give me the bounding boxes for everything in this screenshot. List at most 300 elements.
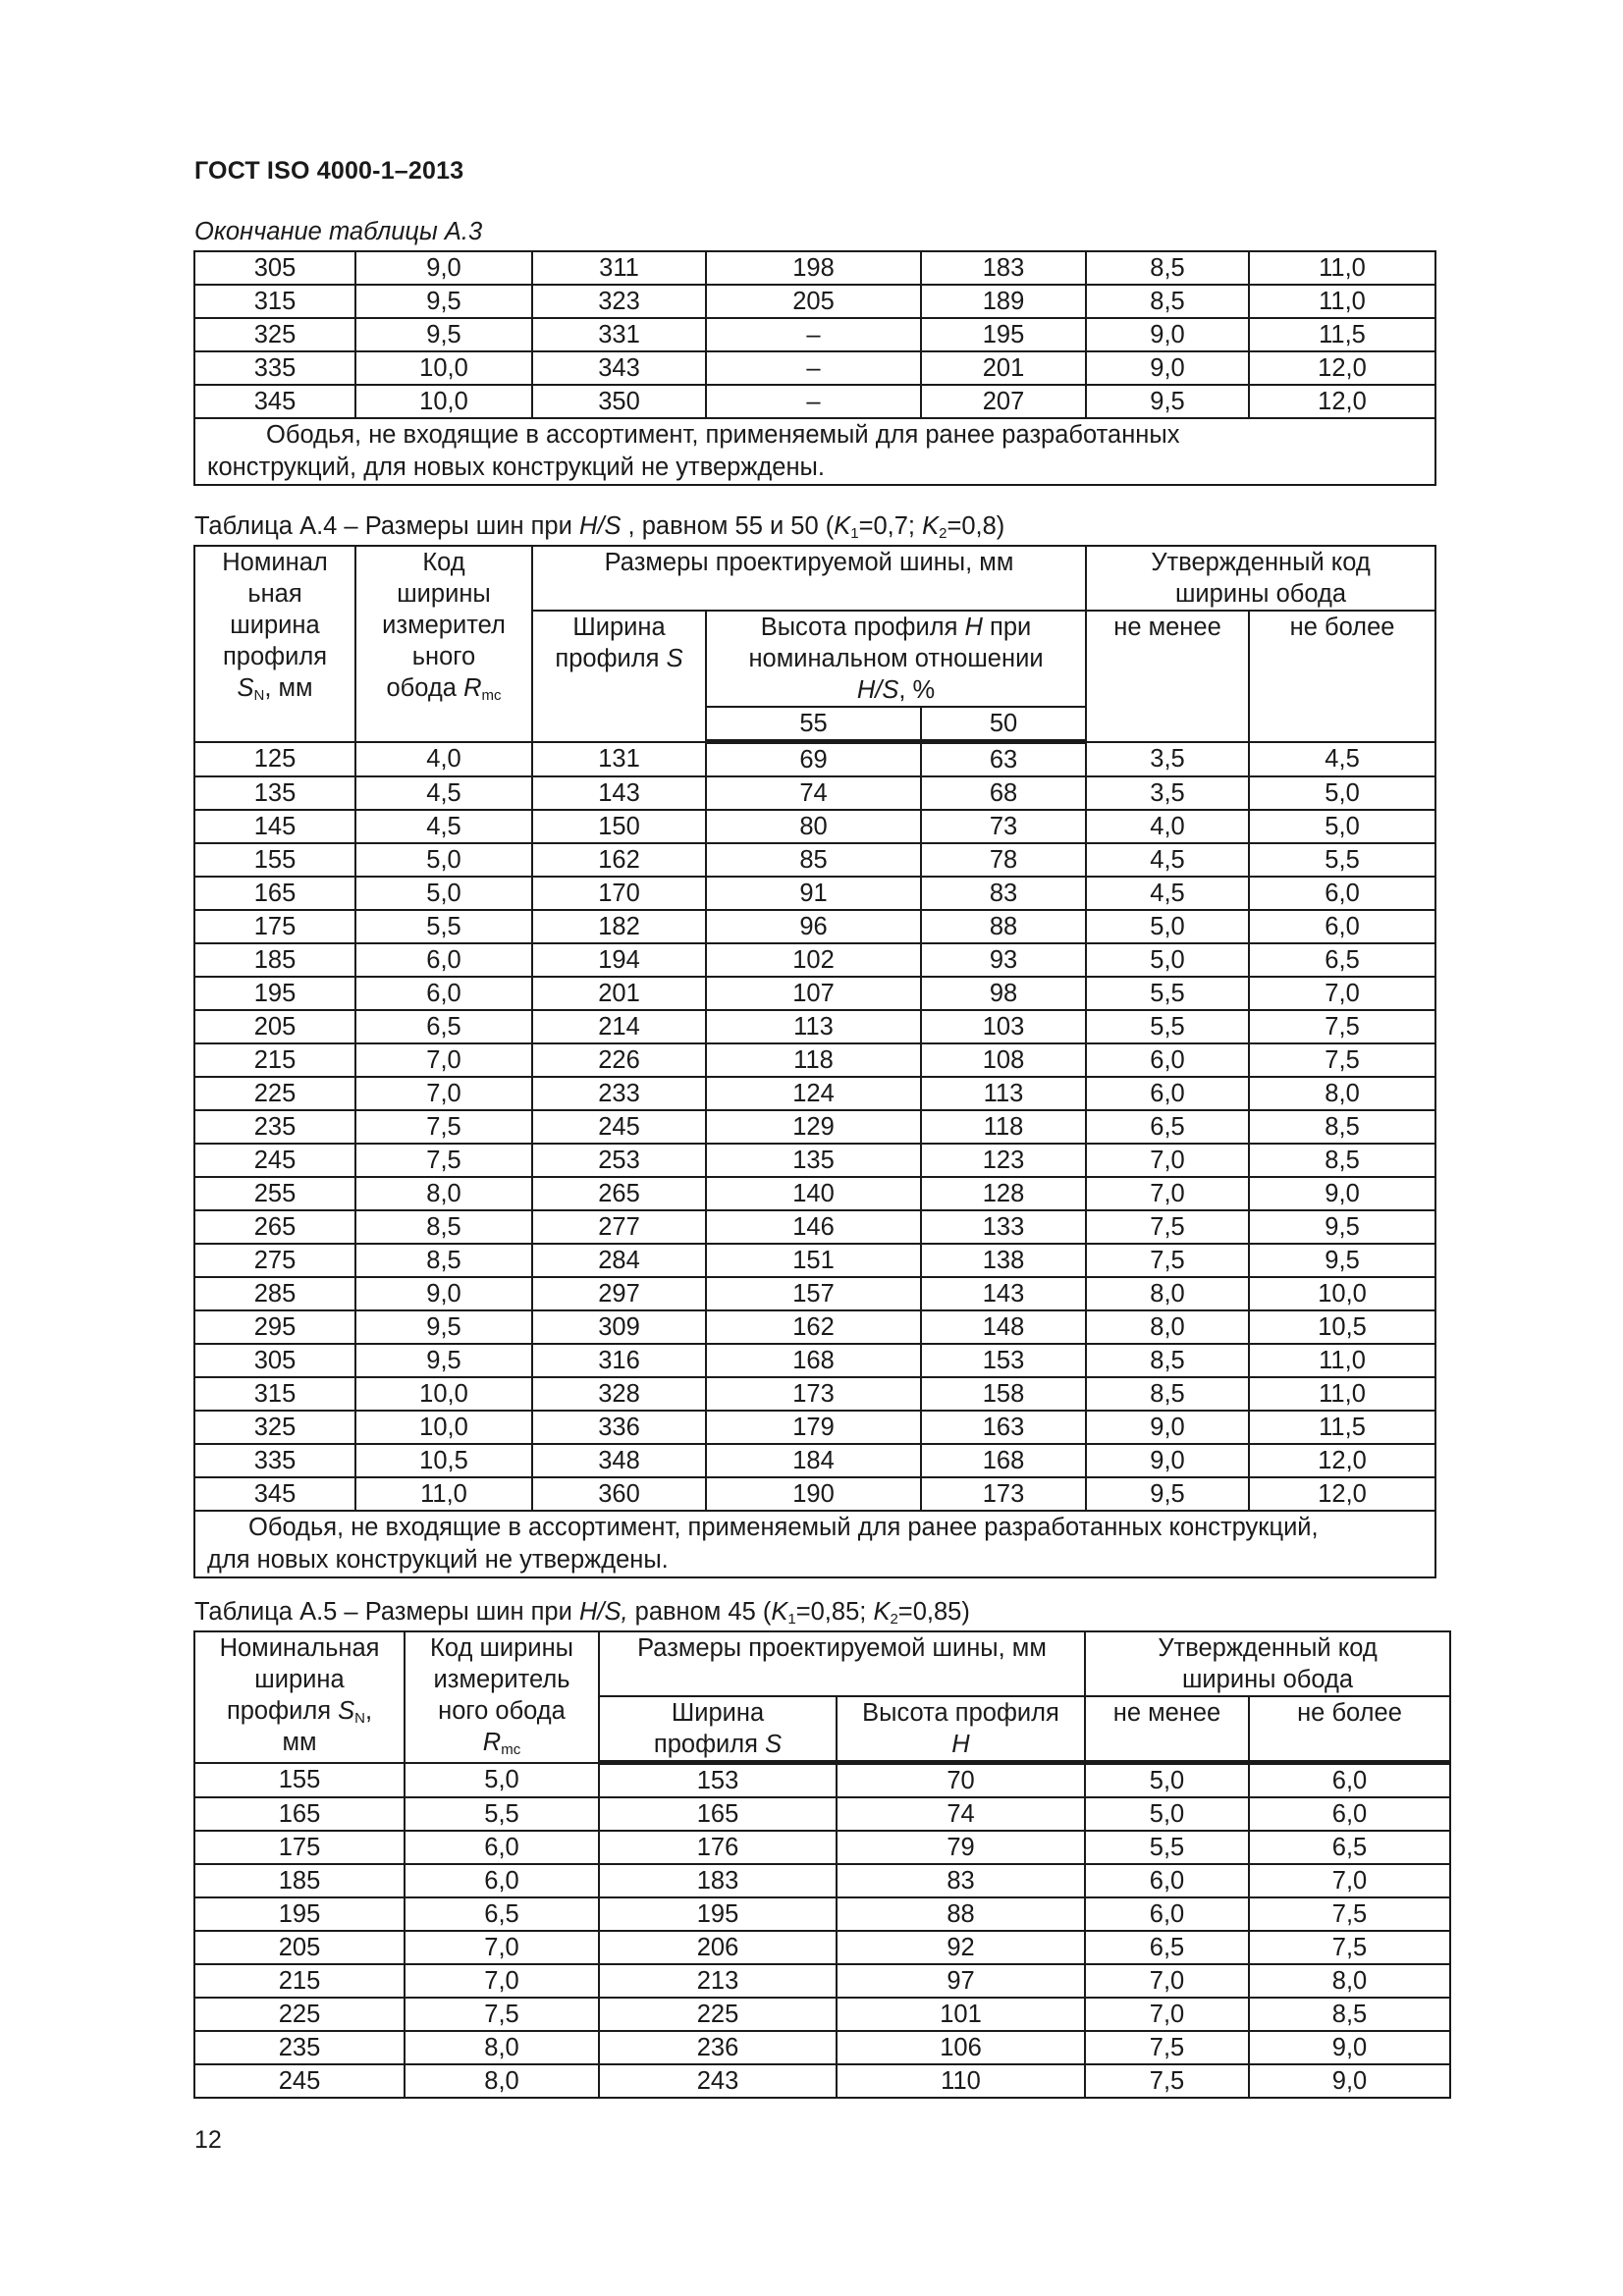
table-cell: 4,5 (1249, 742, 1435, 777)
table-cell: 5,0 (1249, 776, 1435, 810)
table-cell: 305 (194, 1344, 355, 1377)
table-cell: 6,0 (355, 943, 532, 977)
table-cell: 93 (921, 943, 1086, 977)
table-cell: 179 (706, 1411, 921, 1444)
table-cell: 275 (194, 1244, 355, 1277)
table-cell: 7,5 (1249, 1043, 1435, 1077)
table-cell: 6,5 (1249, 943, 1435, 977)
table-cell: 9,0 (1086, 1411, 1249, 1444)
header-approved-code: Утвержденный код ширины обода (1085, 1631, 1450, 1696)
table-row (194, 776, 1435, 810)
table-cell: 11,5 (1249, 318, 1435, 351)
table-cell: 265 (532, 1177, 706, 1210)
table-cell: 5,5 (1085, 1831, 1249, 1864)
table-row (194, 1797, 1450, 1831)
table-cell: 148 (921, 1310, 1086, 1344)
table-cell: 10,5 (355, 1444, 532, 1477)
table-row (194, 1477, 1435, 1511)
table-cell: 158 (921, 1377, 1086, 1411)
table-cell: 97 (837, 1964, 1085, 1998)
table-cell: 265 (194, 1210, 355, 1244)
table-a4 (193, 545, 1436, 1578)
table-row (194, 1244, 1435, 1277)
header-design-dimensions: Размеры проектируемой шины, мм (599, 1631, 1085, 1696)
table-cell: 135 (194, 776, 355, 810)
table-cell: – (706, 385, 921, 418)
table-cell: 8,5 (1086, 285, 1249, 318)
table-cell: 6,0 (355, 977, 532, 1010)
table-cell: 8,5 (1249, 1144, 1435, 1177)
table-cell: 201 (921, 351, 1086, 385)
table-cell: 7,5 (405, 1998, 599, 2031)
table-cell: 10,0 (355, 1377, 532, 1411)
table-cell: 325 (194, 318, 355, 351)
table-row (194, 943, 1435, 977)
table-cell: 10,0 (355, 385, 532, 418)
table-cell: 255 (194, 1177, 355, 1210)
table-row (194, 2064, 1450, 2098)
table-cell: 88 (921, 910, 1086, 943)
table-row (194, 251, 1435, 285)
table-cell: 9,0 (1249, 1177, 1435, 1210)
table-cell: 110 (837, 2064, 1085, 2098)
table-cell: 7,0 (1249, 1864, 1450, 1897)
table-cell: 185 (194, 943, 355, 977)
table-cell: 6,0 (405, 1831, 599, 1864)
table-cell: 194 (532, 943, 706, 977)
table-cell: 235 (194, 2031, 405, 2064)
table-cell: 12,0 (1249, 1477, 1435, 1511)
table-cell: 345 (194, 1477, 355, 1511)
table-cell: 8,5 (355, 1244, 532, 1277)
table-cell: 83 (837, 1864, 1085, 1897)
table-cell: 157 (706, 1277, 921, 1310)
table-cell: 91 (706, 877, 921, 910)
header-rim-code: Код ширины измерител ьного обода $R_{mc}$ (355, 546, 532, 742)
table-cell: 10,0 (1249, 1277, 1435, 1310)
table-cell: 323 (532, 285, 706, 318)
table-cell: 11,0 (1249, 285, 1435, 318)
table-cell: 9,5 (1249, 1210, 1435, 1244)
table-cell: 140 (706, 1177, 921, 1210)
table-cell: 133 (921, 1210, 1086, 1244)
table-row (194, 1964, 1450, 1998)
table-cell: 3,5 (1086, 742, 1249, 777)
table-cell: 9,0 (355, 251, 532, 285)
table-cell: 143 (921, 1277, 1086, 1310)
table-cell: 215 (194, 1964, 405, 1998)
table-cell: 225 (194, 1998, 405, 2031)
table-cell: 103 (921, 1010, 1086, 1043)
table-cell: 343 (532, 351, 706, 385)
table-cell: 70 (837, 1763, 1085, 1798)
table-row (194, 1043, 1435, 1077)
table-cell: 5,0 (1249, 810, 1435, 843)
table-cell: 8,5 (355, 1210, 532, 1244)
header-nominal-width: Номинал ьная ширина профиля $S_N$, мм (194, 546, 355, 742)
table-cell: 335 (194, 351, 355, 385)
table-cell: 6,0 (1086, 1077, 1249, 1110)
table-cell: 163 (921, 1411, 1086, 1444)
header-section-width: Ширина профиля S (599, 1696, 837, 1763)
table-cell: 206 (599, 1931, 837, 1964)
table-cell: 6,0 (1249, 877, 1435, 910)
table-cell: 4,5 (1086, 843, 1249, 877)
table-row (194, 2031, 1450, 2064)
table-cell: 5,0 (355, 843, 532, 877)
table-cell: 205 (706, 285, 921, 318)
table-cell: 4,5 (1086, 877, 1249, 910)
table-cell: 336 (532, 1411, 706, 1444)
table-cell: 5,0 (1086, 943, 1249, 977)
table-cell: 9,5 (1086, 385, 1249, 418)
table-cell: 129 (706, 1110, 921, 1144)
table-cell: 350 (532, 385, 706, 418)
table-cell: 245 (194, 1144, 355, 1177)
table-cell: 98 (921, 977, 1086, 1010)
table-cell: 8,0 (1249, 1077, 1435, 1110)
table-cell: 9,5 (355, 1310, 532, 1344)
table-cell: – (706, 318, 921, 351)
table-cell: 153 (921, 1344, 1086, 1377)
table-row (194, 1210, 1435, 1244)
table-cell: 7,5 (1249, 1897, 1450, 1931)
table-row (194, 810, 1435, 843)
table-cell: 173 (706, 1377, 921, 1411)
table-row (194, 351, 1435, 385)
table-cell: 4,0 (1086, 810, 1249, 843)
table-row (194, 1144, 1435, 1177)
table-cell: 150 (532, 810, 706, 843)
table-cell: 155 (194, 843, 355, 877)
table-cell: 195 (599, 1897, 837, 1931)
table-cell: 8,5 (1249, 1998, 1450, 2031)
table-cell: 9,0 (1086, 318, 1249, 351)
table-cell: 213 (599, 1964, 837, 1998)
table-cell: 74 (837, 1797, 1085, 1831)
table-cell: 78 (921, 843, 1086, 877)
table-cell: 176 (599, 1831, 837, 1864)
table-cell: 226 (532, 1043, 706, 1077)
table-cell: 205 (194, 1931, 405, 1964)
table-cell: 128 (921, 1177, 1086, 1210)
table-cell: 113 (921, 1077, 1086, 1110)
table-cell: 335 (194, 1444, 355, 1477)
table-cell: 185 (194, 1864, 405, 1897)
page-number: 12 (194, 2126, 222, 2154)
table-cell: 9,5 (355, 1344, 532, 1377)
table-cell: 85 (706, 843, 921, 877)
table-cell: 7,5 (1249, 1010, 1435, 1043)
table-cell: 5,5 (1086, 977, 1249, 1010)
table-cell: 8,0 (405, 2064, 599, 2098)
table-cell: 107 (706, 977, 921, 1010)
table-cell: 88 (837, 1897, 1085, 1931)
table-cell: 153 (599, 1763, 837, 1798)
table-cell: 73 (921, 810, 1086, 843)
table-cell: 201 (532, 977, 706, 1010)
header-max: не более (1249, 611, 1435, 742)
table-cell: 207 (921, 385, 1086, 418)
table-cell: 4,0 (355, 742, 532, 777)
table-cell: 277 (532, 1210, 706, 1244)
table-row (194, 1444, 1435, 1477)
table-cell: 309 (532, 1310, 706, 1344)
header-section-height: Высота профиля H при номинальном отношении H/S, % (706, 611, 1086, 707)
header-section-height: Высота профиля H (837, 1696, 1085, 1763)
table-cell: 205 (194, 1010, 355, 1043)
table-cell: 168 (706, 1344, 921, 1377)
table-cell: – (706, 351, 921, 385)
table-row (194, 1377, 1435, 1411)
table-cell: 175 (194, 1831, 405, 1864)
table-cell: 195 (194, 977, 355, 1010)
table-a4-caption: Таблица А.4 – Размеры шин при H/S , равном 55 и 50 ($K_1=0,7$; $K_2=0,8$) (194, 512, 1005, 542)
header-nominal-width: Номинальная ширина профиля $S_N$, мм (194, 1631, 405, 1763)
table-cell: 92 (837, 1931, 1085, 1964)
header-ratio-50: 50 (921, 707, 1086, 742)
table-cell: 10,0 (355, 351, 532, 385)
table-cell: 118 (706, 1043, 921, 1077)
table-cell: 6,0 (1085, 1897, 1249, 1931)
table-cell: 7,0 (355, 1077, 532, 1110)
table-cell: 245 (532, 1110, 706, 1144)
table-row (194, 1277, 1435, 1310)
table-cell: 69 (706, 742, 921, 777)
table-cell: 155 (194, 1763, 405, 1798)
table-cell: 6,0 (1085, 1864, 1249, 1897)
table-cell: 10,0 (355, 1411, 532, 1444)
table-cell: 146 (706, 1210, 921, 1244)
table-cell: 9,5 (355, 318, 532, 351)
table-row (194, 1177, 1435, 1210)
table-cell: 7,5 (1249, 1931, 1450, 1964)
table-cell: 173 (921, 1477, 1086, 1511)
table-row (194, 318, 1435, 351)
table-cell: 8,0 (1086, 1310, 1249, 1344)
table-cell: 165 (194, 877, 355, 910)
table-cell: 195 (194, 1897, 405, 1931)
document-code: ГОСТ ISO 4000-1–2013 (194, 157, 464, 185)
header-min: не менее (1085, 1696, 1249, 1763)
table-a4-note: Ободья, не входящие в ассортимент, применяемый для ранее разработанных конструкций, для новых конструкций не утверждены. (194, 1511, 1435, 1577)
table-cell: 165 (599, 1797, 837, 1831)
table-cell: 182 (532, 910, 706, 943)
table-cell: 183 (599, 1864, 837, 1897)
table-cell: 113 (706, 1010, 921, 1043)
table-cell: 8,5 (1086, 1377, 1249, 1411)
table-cell: 295 (194, 1310, 355, 1344)
table-cell: 8,5 (1086, 1344, 1249, 1377)
header-max: не более (1249, 1696, 1450, 1763)
table-cell: 102 (706, 943, 921, 977)
table-cell: 6,0 (1249, 910, 1435, 943)
table-cell: 245 (194, 2064, 405, 2098)
table-cell: 7,5 (355, 1144, 532, 1177)
table-cell: 311 (532, 251, 706, 285)
table-cell: 235 (194, 1110, 355, 1144)
table-cell: 195 (921, 318, 1086, 351)
table-cell: 285 (194, 1277, 355, 1310)
table-row (194, 1897, 1450, 1931)
header-ratio-55: 55 (706, 707, 921, 742)
table-cell: 11,0 (355, 1477, 532, 1511)
table-cell: 331 (532, 318, 706, 351)
table-cell: 11,5 (1249, 1411, 1435, 1444)
table-cell: 7,0 (405, 1964, 599, 1998)
table-cell: 124 (706, 1077, 921, 1110)
table-cell: 315 (194, 1377, 355, 1411)
table-cell: 11,0 (1249, 251, 1435, 285)
table-cell: 9,5 (355, 285, 532, 318)
table-cell: 7,0 (405, 1931, 599, 1964)
table-cell: 143 (532, 776, 706, 810)
table-cell: 328 (532, 1377, 706, 1411)
table-cell: 138 (921, 1244, 1086, 1277)
table-cell: 7,0 (1249, 977, 1435, 1010)
table-cell: 123 (921, 1144, 1086, 1177)
table-cell: 7,5 (1086, 1210, 1249, 1244)
table-cell: 360 (532, 1477, 706, 1511)
table-cell: 6,5 (1249, 1831, 1450, 1864)
table-cell: 165 (194, 1797, 405, 1831)
table-row (194, 1998, 1450, 2031)
table-cell: 162 (532, 843, 706, 877)
table-row (194, 1931, 1450, 1964)
table-cell: 8,5 (1086, 251, 1249, 285)
table-cell: 5,5 (1249, 843, 1435, 877)
table-row (194, 1864, 1450, 1897)
table-row (194, 1077, 1435, 1110)
table-cell: 7,0 (1086, 1177, 1249, 1210)
table-cell: 96 (706, 910, 921, 943)
table-cell: 6,0 (405, 1864, 599, 1897)
table-cell: 162 (706, 1310, 921, 1344)
table-cell: 236 (599, 2031, 837, 2064)
table-cell: 7,0 (1085, 1998, 1249, 2031)
table-cell: 11,0 (1249, 1344, 1435, 1377)
header-min: не менее (1086, 611, 1249, 742)
table-cell: 135 (706, 1144, 921, 1177)
table-row (194, 1411, 1435, 1444)
table-cell: 7,5 (1085, 2064, 1249, 2098)
table-cell: 5,0 (355, 877, 532, 910)
table-cell: 348 (532, 1444, 706, 1477)
header-design-dimensions: Размеры проектируемой шины, мм (532, 546, 1086, 611)
table-cell: 8,5 (1249, 1110, 1435, 1144)
table-cell: 118 (921, 1110, 1086, 1144)
table-cell: 5,0 (405, 1763, 599, 1798)
table-cell: 83 (921, 877, 1086, 910)
table-cell: 5,0 (1085, 1797, 1249, 1831)
table-cell: 175 (194, 910, 355, 943)
table-cell: 4,5 (355, 810, 532, 843)
table-cell: 7,0 (1086, 1144, 1249, 1177)
table-cell: 125 (194, 742, 355, 777)
table-cell: 80 (706, 810, 921, 843)
table-cell: 325 (194, 1411, 355, 1444)
table-cell: 243 (599, 2064, 837, 2098)
table-cell: 151 (706, 1244, 921, 1277)
table-cell: 8,0 (355, 1177, 532, 1210)
table-cell: 6,5 (355, 1010, 532, 1043)
table-row (194, 285, 1435, 318)
table-cell: 215 (194, 1043, 355, 1077)
table-a3-note: Ободья, не входящие в ассортимент, применяемый для ранее разработанных конструкций, для новых конструкций не утверждены. (194, 418, 1435, 485)
table-cell: 131 (532, 742, 706, 777)
table-cell: 12,0 (1249, 351, 1435, 385)
table-cell: 170 (532, 877, 706, 910)
table-cell: 190 (706, 1477, 921, 1511)
table-cell: 9,0 (1249, 2064, 1450, 2098)
table-row (194, 385, 1435, 418)
header-rim-code: Код ширины измеритель ного обода $R_{mc}$ (405, 1631, 599, 1763)
table-a3-caption: Окончание таблицы А.3 (194, 218, 483, 245)
table-cell: 225 (194, 1077, 355, 1110)
table-cell: 184 (706, 1444, 921, 1477)
table-cell: 6,5 (1085, 1931, 1249, 1964)
table-cell: 9,0 (1086, 351, 1249, 385)
table-cell: 9,0 (1086, 1444, 1249, 1477)
table-a5 (193, 1630, 1451, 2099)
table-row (194, 877, 1435, 910)
table-cell: 12,0 (1249, 385, 1435, 418)
table-cell: 68 (921, 776, 1086, 810)
table-row (194, 843, 1435, 877)
table-cell: 225 (599, 1998, 837, 2031)
table-row (194, 1763, 1450, 1798)
table-cell: 7,5 (355, 1110, 532, 1144)
table-cell: 5,5 (1086, 1010, 1249, 1043)
table-cell: 101 (837, 1998, 1085, 2031)
table-row (194, 910, 1435, 943)
table-cell: 10,5 (1249, 1310, 1435, 1344)
table-row (194, 1344, 1435, 1377)
table-cell: 198 (706, 251, 921, 285)
table-cell: 214 (532, 1010, 706, 1043)
table-cell: 233 (532, 1077, 706, 1110)
table-cell: 305 (194, 251, 355, 285)
table-cell: 183 (921, 251, 1086, 285)
table-cell: 253 (532, 1144, 706, 1177)
table-cell: 7,5 (1085, 2031, 1249, 2064)
table-cell: 9,5 (1249, 1244, 1435, 1277)
table-row (194, 1110, 1435, 1144)
table-cell: 8,0 (1086, 1277, 1249, 1310)
table-cell: 6,5 (405, 1897, 599, 1931)
table-cell: 5,5 (355, 910, 532, 943)
table-cell: 3,5 (1086, 776, 1249, 810)
table-cell: 6,0 (1249, 1763, 1450, 1798)
table-cell: 5,0 (1085, 1763, 1249, 1798)
table-cell: 168 (921, 1444, 1086, 1477)
table-cell: 106 (837, 2031, 1085, 2064)
table-cell: 8,0 (405, 2031, 599, 2064)
table-cell: 6,5 (1086, 1110, 1249, 1144)
table-a5-caption: Таблица А.5 – Размеры шин при H/S, равном 45 ($K_1=0,85$; $K_2=0,85$) (194, 1598, 970, 1628)
table-cell: 6,0 (1086, 1043, 1249, 1077)
table-cell: 9,0 (1249, 2031, 1450, 2064)
table-cell: 79 (837, 1831, 1085, 1864)
table-cell: 12,0 (1249, 1444, 1435, 1477)
table-a3-end (193, 250, 1436, 486)
header-approved-code: Утвержденный код ширины обода (1086, 546, 1435, 611)
table-cell: 315 (194, 285, 355, 318)
table-row (194, 1310, 1435, 1344)
table-cell: 74 (706, 776, 921, 810)
table-cell: 5,0 (1086, 910, 1249, 943)
table-row (194, 1010, 1435, 1043)
